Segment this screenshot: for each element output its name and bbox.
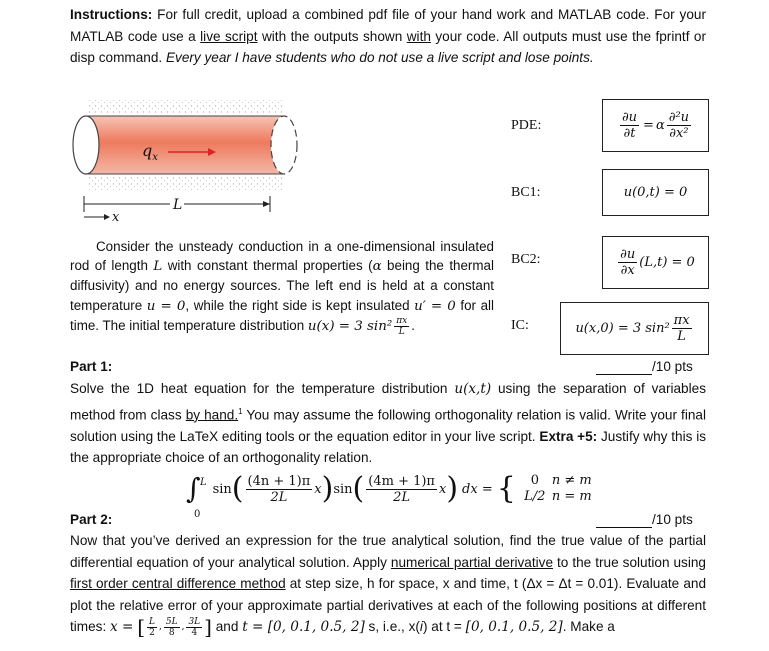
description-text: Consider the unsteady conduction in a one-dimensional insulated rod of length: [70, 239, 494, 274]
orthogonality-relation: ∫ L 0 sin ( $\frac{(4n + 1)\pi}{2L}$ x ) sin ( $\frac{(4m + 1)\pi}{2L}$ x ) dx = { 0 n ≠ m L/2 n = m: [186, 466, 592, 512]
sin-2: sin: [333, 481, 353, 497]
insulation-bottom: [88, 176, 284, 190]
live-script-underlined: live script: [200, 28, 258, 44]
description-math: u = 0: [146, 298, 186, 314]
description-text: , while the right side is kept insulated: [185, 297, 415, 313]
dx-equals: dx =: [462, 481, 493, 497]
part2-body: [70, 530, 706, 639]
case1-value: 0: [530, 473, 539, 488]
part2-text: ) at t =: [422, 619, 466, 634]
description-math: L: [153, 259, 163, 275]
ic-equation-box: u(x,0) = 3 sin² $\frac{\pi x}{L}$: [560, 302, 709, 355]
case1-condition: n ≠ m: [551, 473, 592, 488]
pde-label: PDE:: [511, 118, 542, 133]
sin-1: sin: [212, 481, 232, 497]
case2-value: L/2: [524, 489, 546, 504]
integral-sign: ∫ L 0: [186, 475, 201, 503]
part2-math: t = [0, 0.1, 0.5, 2]: [242, 619, 365, 635]
part1-text: Justify why this is the appropriate choice of an orthogonality relation.: [70, 428, 707, 466]
description-math: α: [372, 259, 382, 275]
part2-math: [0, 0.1, 0.5, 2]: [465, 619, 563, 635]
instructions-paragraph: [70, 4, 706, 69]
part2-text: and: [211, 619, 243, 634]
part2-math: x =: [110, 619, 134, 635]
description-fraction: $\frac{\pi x}{L}$: [396, 315, 408, 337]
instructions-label: Instructions:: [70, 7, 153, 22]
part1-math: u(x,t): [454, 381, 492, 397]
extra-credit-label: Extra +5:: [539, 428, 598, 444]
bc2-label: BC2:: [511, 252, 541, 267]
length-dim-arrowhead: [263, 201, 270, 207]
description-text: for all time. The initial temperature distribution: [70, 297, 494, 333]
length-label: L: [173, 197, 183, 213]
part1-title: Part 1:: [70, 359, 113, 374]
part2-points: /10 pts: [652, 512, 693, 527]
instructions-text: For full credit, upload a combined pdf file of your hand work and MATLAB code. For your MATLAB code use a: [70, 7, 706, 44]
rod-figure: [70, 98, 500, 228]
description-text: being the thermal diffusivity) and no energy sources. The left end is held at a constant temperature: [70, 258, 494, 313]
description-text: .: [411, 317, 415, 333]
part2-text: to the true solution using: [553, 554, 706, 570]
insulation-top: [88, 100, 284, 114]
part1-text: using the separation of variables method from class: [70, 381, 706, 423]
description-math: u(x) = 3 sin²: [307, 318, 393, 334]
pix-over-L-fraction: $\frac{\pi x}{L}$: [673, 313, 690, 344]
x-axis-label: x: [112, 210, 120, 225]
by-hand-underlined: by hand.: [185, 407, 239, 423]
x-axis-arrowhead: [104, 214, 110, 220]
bc1-label: BC1:: [511, 185, 541, 200]
integral-upper-limit: L: [200, 477, 207, 488]
part2-text: . Make a: [562, 619, 615, 634]
part1-points: /10 pts: [652, 359, 693, 374]
part2-text: s, i.e., x(: [364, 619, 420, 634]
bc1-equation-box: [602, 169, 709, 216]
instructions-warning: Every year I have students who do not use a live script and lose points.: [165, 50, 594, 65]
ic-label: IC:: [511, 318, 529, 333]
rod-left-end: [73, 116, 99, 174]
piecewise-cases: [518, 473, 592, 505]
du-dx-fraction: $\frac{\partial u}{\partial x}$: [620, 247, 636, 278]
part2-text: Now that you’ve derived an expression for the true analytical solution, find the true value of the partial differential equation of your analytical solution. Apply: [70, 533, 706, 570]
positions-bracket: [ $\frac{L}{2}$ , $\frac{5L}{8}$ , $\frac{3L}{4}$ ]: [137, 614, 212, 639]
heat-flux-label: $q_x$: [142, 141, 158, 163]
instructions-text: your code. All outputs must use the fprintf or disp command.: [70, 28, 707, 65]
d2u-dx2-fraction: $\frac{\text{∂²u}}{\text{∂x²}}$: [668, 110, 690, 141]
arg2-x: x: [438, 481, 447, 497]
problem-description: [70, 237, 494, 337]
part1-text: You may assume the following orthogonality relation is valid. Write your final solution using the LaTeX editing tools or the equation editor in your live script.: [70, 407, 706, 444]
arg1-x: x: [314, 481, 322, 497]
footnote-marker: 1: [238, 406, 243, 416]
bc1-equation: u(0,t) = 0: [623, 185, 688, 200]
numerical-partial-derivative-underlined: numerical partial derivative: [390, 554, 554, 570]
central-difference-underlined: first order central difference method: [70, 576, 286, 591]
with-underlined: with: [406, 28, 431, 44]
du-dt-fraction: $\frac{\partial u}{\partial t}$: [621, 110, 638, 141]
pde-equation-box: $\frac{\partial u}{\partial t}$ = α $\frac{\text{∂²u}}{\text{∂x²}}$: [602, 99, 709, 152]
arg1-fraction: $\frac{(4n + 1)\pi}{2L}$: [247, 473, 311, 505]
case2-condition: n = m: [551, 489, 592, 504]
part1-score-blank: [596, 374, 652, 375]
rod-right-end: [271, 116, 297, 174]
rod-body: [86, 116, 284, 174]
part1-body: [70, 378, 706, 469]
part2-score-blank: [596, 527, 652, 528]
arg2-fraction: $\frac{(4m + 1)\pi}{2L}$: [368, 473, 435, 505]
part2-text: at step size, h for space, x and time, t (Δx = Δt = 0.01). Evaluate and plot the relative error of your approximate partial derivatives at each of the following positions at different times:: [70, 576, 706, 634]
description-math: u′ = 0: [414, 298, 456, 314]
part2-index: i: [419, 619, 423, 634]
description-text: with constant thermal properties (: [162, 258, 373, 274]
integral-lower-limit: 0: [194, 509, 201, 520]
instructions-text: with the outputs shown: [257, 28, 407, 44]
bc2-equation-box: $\frac{\partial u}{\partial x}$ (L,t) = 0: [602, 236, 709, 289]
part1-text: Solve the 1D heat equation for the temperature distribution: [70, 381, 455, 396]
part2-title: Part 2:: [70, 512, 113, 527]
